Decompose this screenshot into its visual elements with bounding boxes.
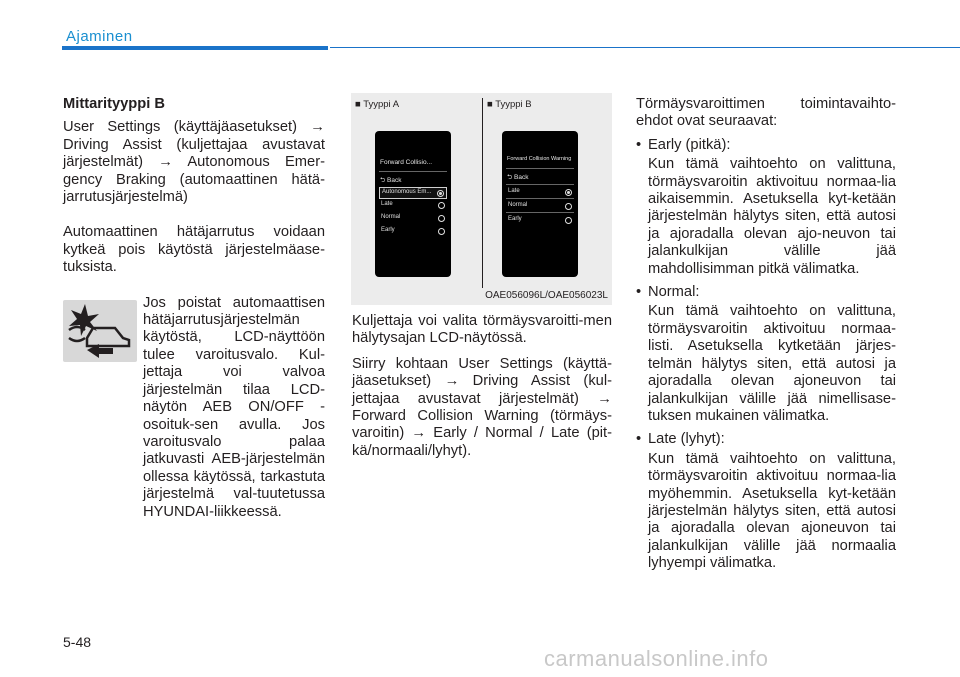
menu-item: Early: [506, 215, 574, 225]
figure-label-type-b: ■ Tyyppi B: [487, 99, 532, 110]
screen-title: Forward Collision Warning: [507, 156, 572, 162]
option-label: Early (pitkä):: [648, 136, 731, 153]
option-description: Kun tämä vaihtoehto on valittuna, törmäysvaroitin aktivoituu normaa-lia myöhemmin. Asetuksella kyt-ketään järjestelmän hälytys siten, että autosi ja ajoradalla olevan ajoneuvon tai jalankulkijan välille jää normaalia lyhyempi välimatka.: [648, 450, 896, 572]
menu-item: Late: [506, 187, 574, 197]
screen-title: Forward Collisio...: [380, 159, 433, 166]
paragraph-fcw-path: Siirry kohtaan User Settings (käyttä-jäasetukset) → Driving Assist (kul-jettajaa avustavat järjestelmät) → Forward Collision Warning (törmäys-varoitin) → Early / Normal / Late (pit-kä/normaali/lyhyt).: [352, 355, 612, 459]
menu-item: Normal: [506, 201, 574, 211]
paragraph-warning-light: Jos poistat automaattisen hätäjarrutusjärjestelmän käytöstä, LCD-näyttöön tulee varoitusvalo. Kul-jettaja voi valvoa järjestelmän tilaa LCD-näytön AEB ON/OFF -osoituk-sen avulla. Jos varoitusvalo palaa jatkuvasti AEB-järjestelmän ollessa käytössä, tarkastuta järjestelmä val-tuutetussa HYUNDAI-liikkeessä.: [143, 294, 325, 520]
figure-divider: [482, 98, 483, 288]
back-item: ⮌ Back: [507, 174, 529, 181]
column-right: [636, 96, 896, 573]
aeb-warning-icon: [63, 300, 137, 362]
option-description: Kun tämä vaihtoehto on valittuna, törmäysvaroitin aktivoituu normaa-lia aikaisemmin. Asetuksella kyt-ketään järjestelmän hälytys siten, että autosi ja ajoradalla olevan ajo-neuvon tai jalankulkijan välille jää mahdollisimman pitkä välimatka.: [648, 156, 896, 277]
menu-item: Late: [379, 200, 447, 210]
back-item: ⮌ Back: [380, 177, 402, 184]
lcd-figure: [351, 93, 612, 305]
header-bar: [62, 46, 328, 50]
option-normal: • Normal:: [636, 284, 700, 301]
lcd-screen-type-b: [502, 131, 578, 277]
column-middle: [352, 313, 612, 460]
warning-block: [63, 295, 325, 521]
menu-item: Early: [379, 226, 447, 236]
section-title: Ajaminen: [66, 28, 133, 45]
figure-code: OAE056096L/OAE056023L: [485, 290, 608, 301]
option-late: • Late (lyhyt):: [636, 431, 725, 448]
options-intro: Törmäysvaroittimen toimintavaihto-ehdot ovat seuraavat:: [636, 96, 896, 130]
watermark: carmanualsonline.info: [544, 646, 769, 671]
menu-item: Autonomous Em...: [379, 187, 447, 199]
column-left: [63, 96, 325, 521]
menu-item: Normal: [379, 213, 447, 223]
option-label: Late (lyhyt):: [648, 431, 725, 448]
paragraph-disable-info: Automaattinen hätäjarrutus voidaan kytkeä pois käytöstä järjestelmäase-tuksista.: [63, 224, 325, 276]
subsection-heading: Mittarityyppi B: [63, 96, 166, 112]
paragraph-select-timing: Kuljettaja voi valita törmäysvaroitti-men hälytysajan LCD-näytössä.: [352, 313, 612, 347]
figure-label-type-a: ■ Tyyppi A: [355, 99, 400, 110]
option-early: • Early (pitkä):: [636, 136, 731, 153]
page-number: 5-48: [63, 634, 92, 650]
option-description: Kun tämä vaihtoehto on valittuna, törmäysvaroitin aktivoituu normaa-listi. Asetuksella kytketään järjes-telmän hälytys siten, että autosi ja ajoradalla olevan ajoneuvon tai jalankulkijan välille jää nimellisase-tuksen mukainen välimatka.: [648, 303, 896, 424]
lcd-screen-type-a: [375, 131, 451, 277]
paragraph-menu-path: User Settings (käyttäjäasetukset) → Driving Assist (kuljettajaa avustavat järjestelmät) → Autonomous Emer-gency Braking (automaattinen hätä-jarrutusjärjestelmä): [63, 119, 325, 206]
option-label: Normal:: [648, 284, 700, 301]
header-rule: [330, 47, 960, 48]
